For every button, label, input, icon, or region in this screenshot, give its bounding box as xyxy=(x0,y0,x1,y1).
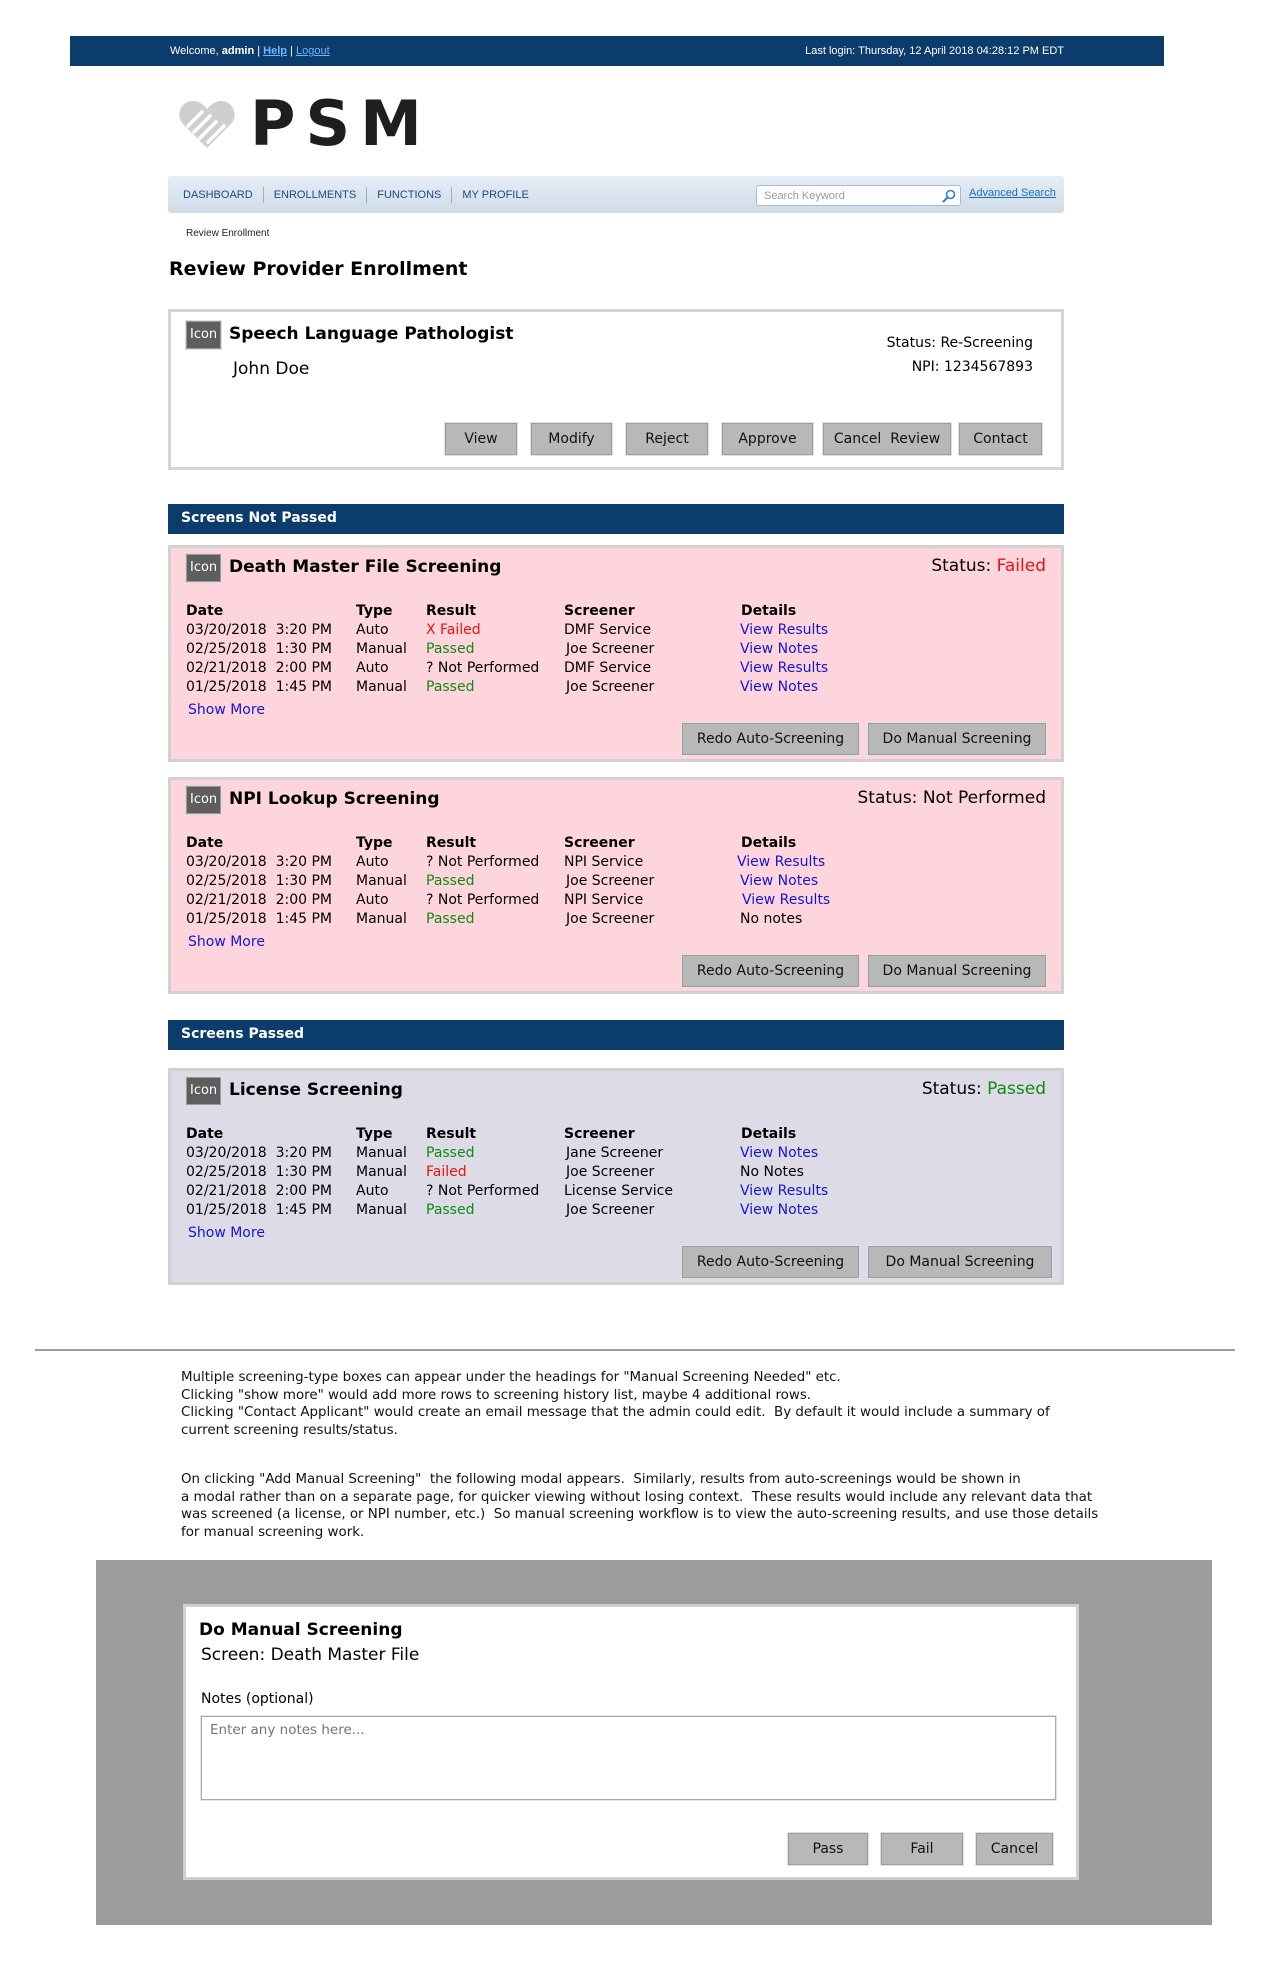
col-type: Type xyxy=(356,835,393,851)
view-button[interactable]: View xyxy=(445,423,517,455)
provider-summary xyxy=(168,309,1064,470)
provider-status-block xyxy=(887,331,1033,379)
divider xyxy=(35,1349,1235,1351)
section-screens-passed: Screens Passed xyxy=(168,1020,1064,1050)
approve-button[interactable]: Approve xyxy=(722,423,813,455)
screening-title: Death Master File Screening xyxy=(229,557,502,577)
col-result: Result xyxy=(426,603,477,619)
enrollment-status: Status: Re-Screening xyxy=(886,335,1033,351)
design-notes-2 xyxy=(181,1471,1098,1541)
row-date: 02/25/2018 1:30 PM xyxy=(186,1164,333,1180)
pass-button[interactable]: Pass xyxy=(788,1833,868,1865)
row-screener: Joe Screener xyxy=(566,1164,655,1180)
screening-title: License Screening xyxy=(229,1080,403,1100)
col-screener: Screener xyxy=(564,1126,635,1142)
row-result: ? Not Performed xyxy=(426,660,540,676)
note-line: was screened (a license, or NPI number, etc.) So manual screening workflow is to view the auto-screening results, and use those details xyxy=(181,1507,1099,1522)
row-details: No notes xyxy=(740,911,803,927)
row-result: Failed xyxy=(426,1164,467,1180)
row-type: Manual xyxy=(356,911,407,927)
row-screener: Joe Screener xyxy=(566,679,655,695)
show-more-link[interactable]: Show More xyxy=(188,702,265,718)
nav-dashboard[interactable]: DASHBOARD xyxy=(168,187,264,203)
row-type: Manual xyxy=(356,1164,407,1180)
row-result: X Failed xyxy=(426,622,481,638)
view-results-link[interactable]: View Results xyxy=(740,622,829,638)
logo xyxy=(178,87,432,160)
row-screener: DMF Service xyxy=(564,622,652,638)
row-result: Passed xyxy=(426,679,475,695)
contact-button[interactable]: Contact xyxy=(959,423,1042,455)
col-details: Details xyxy=(741,835,797,851)
row-type: Auto xyxy=(356,1183,389,1199)
nav-my-profile[interactable]: MY PROFILE xyxy=(462,189,529,201)
cancel-review-button[interactable]: Cancel Review xyxy=(823,423,951,455)
row-screener: Joe Screener xyxy=(566,641,655,657)
row-date: 02/21/2018 2:00 PM xyxy=(186,660,333,676)
nav-functions[interactable]: FUNCTIONS xyxy=(367,187,452,203)
modal-screen-name: Screen: Death Master File xyxy=(201,1645,420,1665)
status-label: Status: xyxy=(921,1079,988,1099)
view-notes-link[interactable]: View Notes xyxy=(740,873,819,889)
row-screener: Jane Screener xyxy=(566,1145,664,1161)
note-line: Multiple screening-type boxes can appear under the headings for "Manual Screening Needed" etc. xyxy=(181,1370,841,1385)
last-login: Last login: Thursday, 12 April 2018 04:28:12 PM EDT xyxy=(805,45,1064,57)
welcome-area xyxy=(170,45,330,57)
col-screener: Screener xyxy=(564,835,635,851)
search-icon[interactable] xyxy=(942,189,956,203)
row-result: Passed xyxy=(426,1145,475,1161)
row-date: 02/21/2018 2:00 PM xyxy=(186,892,333,908)
row-type: Manual xyxy=(356,1145,407,1161)
provider-name: John Doe xyxy=(233,359,310,379)
cancel-button[interactable]: Cancel xyxy=(976,1833,1053,1865)
row-result: ? Not Performed xyxy=(426,854,540,870)
screening-status xyxy=(931,556,1046,576)
separator: | xyxy=(287,45,296,57)
screening-box-dmf xyxy=(168,545,1064,762)
row-date: 02/25/2018 1:30 PM xyxy=(186,873,333,889)
status-value: Passed xyxy=(987,1079,1046,1099)
note-line: On clicking "Add Manual Screening" the following modal appears. Similarly, results from auto-screenings would be shown in xyxy=(181,1472,1021,1487)
view-results-link[interactable]: View Results xyxy=(740,660,829,676)
col-type: Type xyxy=(356,603,393,619)
row-result: Passed xyxy=(426,911,475,927)
row-screener: DMF Service xyxy=(564,660,652,676)
col-details: Details xyxy=(741,603,797,619)
reject-button[interactable]: Reject xyxy=(626,423,708,455)
row-type: Manual xyxy=(356,873,407,889)
note-line: a modal rather than on a separate page, for quicker viewing without losing context. These results would include any relevant data that xyxy=(181,1489,1093,1505)
screening-title: NPI Lookup Screening xyxy=(229,789,440,809)
main-nav xyxy=(168,176,1064,213)
notes-label: Notes (optional) xyxy=(201,1691,314,1707)
screening-box-license xyxy=(168,1068,1064,1285)
screening-icon: Icon xyxy=(186,786,221,814)
modal-title: Do Manual Screening xyxy=(199,1620,403,1640)
row-date: 03/20/2018 3:20 PM xyxy=(186,854,333,870)
col-date: Date xyxy=(186,1126,224,1142)
screening-box-npi xyxy=(168,777,1064,994)
manual-screening-modal xyxy=(183,1604,1079,1880)
page-title: Review Provider Enrollment xyxy=(169,258,468,280)
note-line: Clicking "Contact Applicant" would create an email message that the admin could edit. By default it would include a summary of xyxy=(181,1405,1050,1420)
view-results-link[interactable]: View Results xyxy=(737,854,826,870)
view-notes-link[interactable]: View Notes xyxy=(740,1202,819,1218)
note-line: Clicking "show more" would add more rows to screening history list, maybe 4 additional rows. xyxy=(181,1387,812,1403)
note-line: for manual screening work. xyxy=(181,1524,365,1540)
col-details: Details xyxy=(741,1126,797,1142)
row-result: ? Not Performed xyxy=(426,892,540,908)
status-value: Not Performed xyxy=(922,788,1046,808)
top-bar xyxy=(70,36,1164,66)
welcome-text: Welcome, xyxy=(170,45,222,57)
do-manual-screening-button[interactable]: Do Manual Screening xyxy=(868,1246,1052,1278)
logout-link[interactable]: Logout xyxy=(295,45,330,57)
separator: | xyxy=(254,45,264,57)
screening-icon: Icon xyxy=(186,554,221,582)
row-type: Auto xyxy=(356,622,389,638)
row-screener: License Service xyxy=(564,1183,673,1199)
row-screener: NPI Service xyxy=(564,892,644,908)
row-date: 03/20/2018 3:20 PM xyxy=(186,1145,333,1161)
view-results-link[interactable]: View Results xyxy=(742,892,831,908)
row-type: Manual xyxy=(356,1202,407,1218)
row-date: 01/25/2018 1:45 PM xyxy=(186,911,333,927)
design-notes-1 xyxy=(181,1369,1050,1439)
row-screener: Joe Screener xyxy=(566,911,655,927)
do-manual-screening-button[interactable]: Do Manual Screening xyxy=(868,723,1046,755)
row-date: 02/25/2018 1:30 PM xyxy=(186,641,333,657)
row-date: 03/20/2018 3:20 PM xyxy=(186,622,333,638)
row-screener: Joe Screener xyxy=(566,1202,655,1218)
screening-status xyxy=(922,1079,1046,1099)
search-placeholder: Search Keyword xyxy=(764,190,845,202)
show-more-link[interactable]: Show More xyxy=(188,1225,265,1241)
col-type: Type xyxy=(356,1126,393,1142)
view-notes-link[interactable]: View Notes xyxy=(740,1145,819,1161)
row-type: Manual xyxy=(356,679,407,695)
row-date: 01/25/2018 1:45 PM xyxy=(186,679,333,695)
col-date: Date xyxy=(186,603,224,619)
show-more-link[interactable]: Show More xyxy=(188,934,265,950)
nav-enrollments[interactable]: ENROLLMENTS xyxy=(264,187,368,203)
screening-status xyxy=(858,788,1046,808)
redo-auto-screening-button[interactable]: Redo Auto-Screening xyxy=(682,1246,859,1278)
npi-number: NPI: 1234567893 xyxy=(911,359,1033,375)
username: admin xyxy=(221,45,255,57)
row-type: Manual xyxy=(356,641,407,657)
row-details: No Notes xyxy=(740,1164,804,1180)
row-result: Passed xyxy=(426,873,475,889)
view-notes-link[interactable]: View Notes xyxy=(740,641,819,657)
row-result: Passed xyxy=(426,641,475,657)
row-date: 02/21/2018 2:00 PM xyxy=(186,1183,333,1199)
row-date: 01/25/2018 1:45 PM xyxy=(186,1202,333,1218)
help-link[interactable]: Help xyxy=(263,45,287,57)
provider-type: Speech Language Pathologist xyxy=(229,324,514,344)
screening-icon: Icon xyxy=(186,1077,221,1105)
row-screener: Joe Screener xyxy=(566,873,655,889)
row-type: Auto xyxy=(356,892,389,908)
do-manual-screening-button[interactable]: Do Manual Screening xyxy=(868,955,1046,987)
status-label: Status: xyxy=(931,556,997,576)
col-date: Date xyxy=(186,835,224,851)
notes-textarea[interactable] xyxy=(201,1716,1056,1800)
row-result: ? Not Performed xyxy=(426,1183,540,1199)
row-type: Auto xyxy=(356,854,389,870)
col-result: Result xyxy=(426,835,477,851)
status-label: Status: xyxy=(857,788,923,808)
provider-type-icon: Icon xyxy=(186,321,221,349)
col-result: Result xyxy=(426,1126,477,1142)
redo-auto-screening-button[interactable]: Redo Auto-Screening xyxy=(682,955,859,987)
status-value: Failed xyxy=(996,556,1046,576)
logo-text: PSM xyxy=(250,87,432,160)
fail-button[interactable]: Fail xyxy=(881,1833,963,1865)
row-screener: NPI Service xyxy=(564,854,644,870)
section-screens-not-passed: Screens Not Passed xyxy=(168,504,1064,534)
breadcrumb: Review Enrollment xyxy=(186,228,270,239)
view-notes-link[interactable]: View Notes xyxy=(740,679,819,695)
search-input[interactable] xyxy=(756,185,961,206)
advanced-search-link[interactable]: Advanced Search xyxy=(969,187,1056,199)
row-type: Auto xyxy=(356,660,389,676)
modify-button[interactable]: Modify xyxy=(531,423,612,455)
heart-hands-icon xyxy=(178,98,236,150)
redo-auto-screening-button[interactable]: Redo Auto-Screening xyxy=(682,723,859,755)
view-results-link[interactable]: View Results xyxy=(740,1183,829,1199)
row-result: Passed xyxy=(426,1202,475,1218)
note-line: current screening results/status. xyxy=(181,1422,398,1438)
col-screener: Screener xyxy=(564,603,635,619)
